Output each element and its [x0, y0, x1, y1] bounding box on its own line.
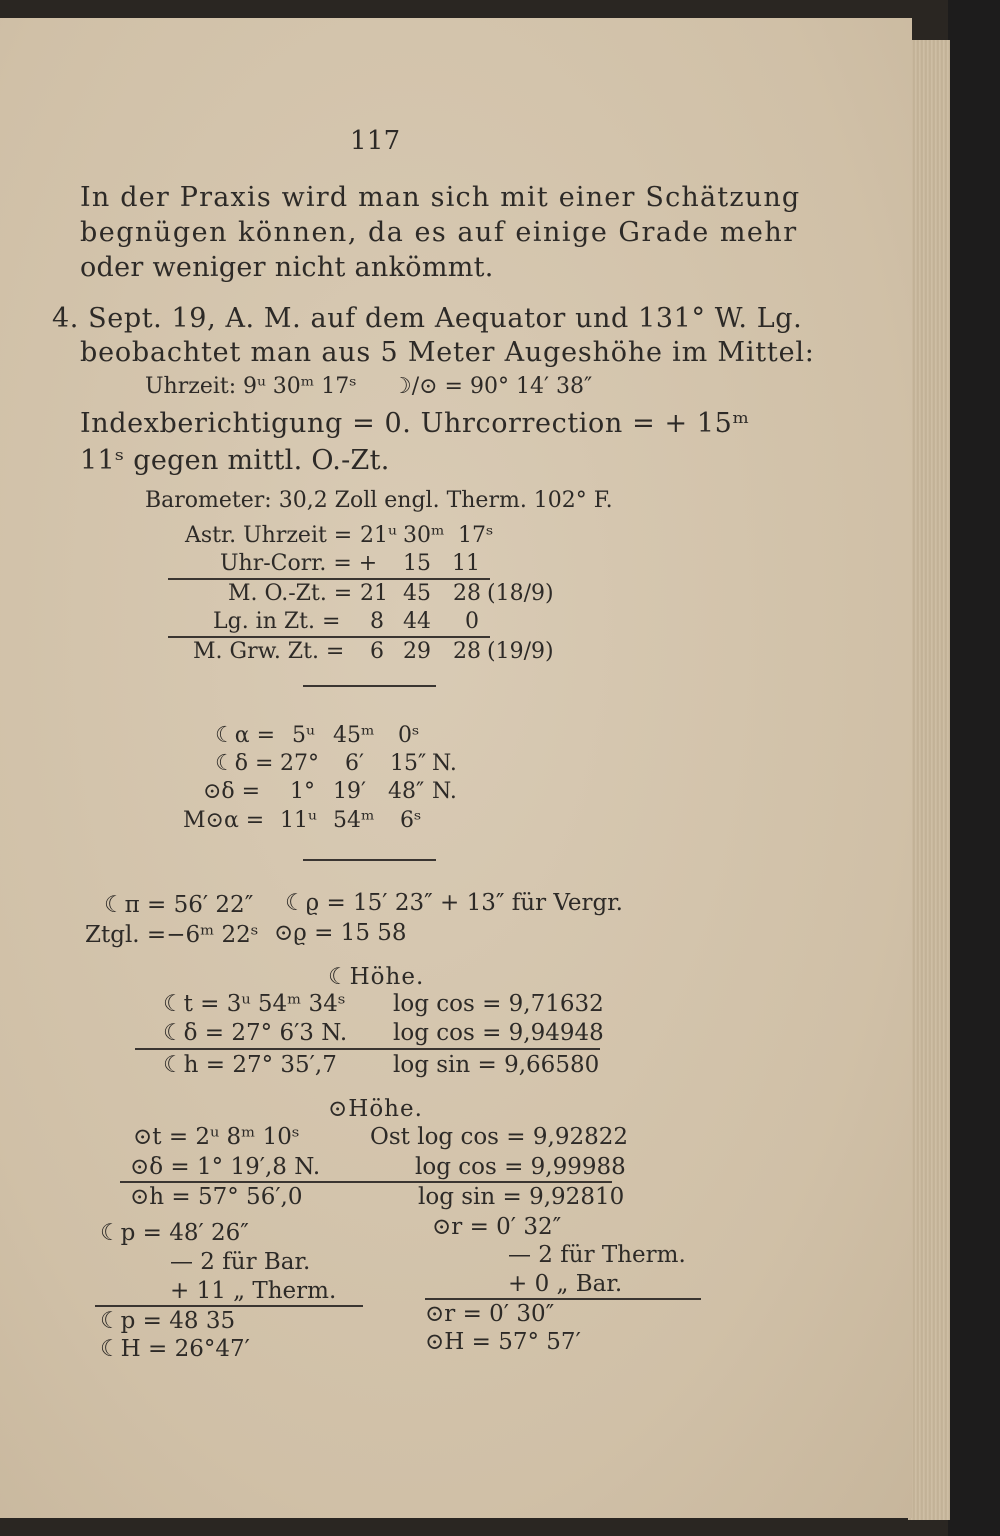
ephemeris-value: 45ᵐ: [333, 723, 375, 748]
sum-rule: [135, 1048, 600, 1050]
page-stack-edge: [908, 40, 950, 1520]
ephemeris-value: 19′: [333, 779, 366, 804]
correction-right: ⊙r = 0′ 30″: [425, 1301, 555, 1327]
correction-right: — 2 für Therm.: [508, 1242, 686, 1268]
ephemeris-label: M⊙α =: [183, 808, 265, 833]
equation-of-time: Ztgl. =−6ᵐ 22ˢ: [85, 922, 259, 948]
calc-right: log cos = 9,71632: [393, 991, 604, 1017]
sun-height-title: ⊙Höhe.: [328, 1096, 423, 1122]
calc-left: ☾δ = 27° 6′3 N.: [163, 1020, 348, 1046]
time-calc-label: Astr. Uhrzeit =: [185, 523, 353, 548]
problem-line: 4. Sept. 19, A. M. auf dem Aequator und 131° W. Lg.: [52, 303, 803, 334]
correction-left: + 11 „ Therm.: [170, 1278, 337, 1304]
ephemeris-value: 27°: [280, 751, 319, 776]
time-calc-label: M. O.-Zt. =: [228, 581, 353, 606]
calc-right: log sin = 9,92810: [418, 1184, 625, 1210]
ephemeris-value: 0ˢ: [398, 723, 420, 748]
time-calc-date: (18/9): [487, 581, 554, 606]
time-calc-hours: 8: [370, 609, 384, 634]
ephemeris-value: N.: [432, 779, 457, 804]
time-calc-minutes: 30ᵐ: [403, 523, 445, 548]
calc-right: Ost log cos = 9,92822: [370, 1124, 628, 1150]
time-calc-seconds: 17ˢ: [458, 523, 494, 548]
correction-right: ⊙H = 57° 57′: [425, 1329, 581, 1355]
sum-rule: [168, 636, 490, 638]
time-calc-minutes: 44: [403, 609, 431, 634]
ephemeris-value: 15″: [390, 751, 427, 776]
uhrzeit-label: Uhrzeit:: [145, 374, 237, 399]
correction-left: ☾p = 48′ 26″: [100, 1220, 249, 1246]
uhrzeit-value: 9ᵘ 30ᵐ 17ˢ: [243, 374, 357, 399]
time-calc-hours: 15: [403, 551, 431, 576]
time-calc-label: Uhr-Corr. = +: [220, 551, 378, 576]
correction-left: ☾p = 48 35: [100, 1308, 236, 1334]
calc-left: ⊙h = 57° 56′,0: [130, 1184, 303, 1210]
correction-right: ⊙r = 0′ 32″: [432, 1214, 562, 1240]
calc-right: log cos = 9,94948: [393, 1020, 604, 1046]
index-correction-cont: 11ˢ gegen mittl. O.-Zt.: [80, 445, 390, 476]
page-number: 117: [350, 126, 401, 156]
ephemeris-value: 6′: [345, 751, 364, 776]
intro-line: begnügen können, da es auf einige Grade mehr: [80, 217, 798, 248]
ephemeris-value: N.: [432, 751, 457, 776]
time-calc-seconds: 0: [465, 609, 479, 634]
ephemeris-value: 5ᵘ: [292, 723, 315, 748]
time-calc-label: M. Grw. Zt. =: [193, 639, 345, 664]
time-calc-minutes: 11: [452, 551, 480, 576]
time-calc-minutes: 45: [403, 581, 431, 606]
time-calc-hours: 21ᵘ: [360, 523, 397, 548]
book-cover-edge: [948, 0, 1000, 1536]
time-calc-minutes: 29: [403, 639, 431, 664]
calc-left: ⊙t = 2ᵘ 8ᵐ 10ˢ: [133, 1124, 300, 1150]
correction-left: ☾H = 26°47′: [100, 1336, 250, 1362]
book-page: [0, 18, 912, 1518]
sum-rule: [168, 578, 490, 580]
time-calc-hours: 21: [360, 581, 388, 606]
ephemeris-value: 6ˢ: [400, 808, 422, 833]
sum-rule: [425, 1298, 701, 1300]
lunar-distance: ☽/⊙ = 90° 14′ 38″: [392, 374, 593, 399]
section-divider: [303, 859, 436, 861]
moon-height-title: ☾Höhe.: [328, 964, 425, 990]
time-calc-seconds: 28: [453, 581, 481, 606]
calc-right: log sin = 9,66580: [393, 1052, 600, 1078]
barometer-line: Barometer: 30,2 Zoll engl. Therm. 102° F.: [145, 488, 613, 513]
time-calc-hours: 6: [370, 639, 384, 664]
intro-line: oder weniger nicht ankömmt.: [80, 252, 494, 283]
correction-right: + 0 „ Bar.: [508, 1271, 623, 1297]
ephemeris-value: 48″: [388, 779, 425, 804]
section-divider: [303, 685, 436, 687]
calc-right: log cos = 9,99988: [415, 1154, 626, 1180]
sun-semidiameter: ⊙ϱ = 15 58: [274, 920, 407, 946]
problem-line: beobachtet man aus 5 Meter Augeshöhe im Mittel:: [80, 337, 815, 368]
ephemeris-value: 1°: [290, 779, 315, 804]
ephemeris-value: 54ᵐ: [333, 808, 375, 833]
correction-left: — 2 für Bar.: [170, 1249, 311, 1275]
ephemeris-label: ☾α =: [215, 723, 276, 748]
calc-left: ☾h = 27° 35′,7: [163, 1052, 337, 1078]
ephemeris-label: ☾δ =: [215, 751, 274, 776]
intro-line: In der Praxis wird man sich mit einer Schätzung: [80, 182, 801, 213]
sum-rule: [120, 1181, 612, 1183]
moon-semidiameter: ☾ϱ = 15′ 23″ + 13″ für Vergr.: [285, 890, 623, 916]
ephemeris-value: 11ᵘ: [280, 808, 317, 833]
time-calc-seconds: 28: [453, 639, 481, 664]
time-calc-label: Lg. in Zt. =: [213, 609, 341, 634]
calc-left: ☾t = 3ᵘ 54ᵐ 34ˢ: [163, 991, 346, 1017]
sum-rule: [95, 1305, 363, 1307]
ephemeris-label: ⊙δ =: [203, 779, 261, 804]
moon-parallax: ☾π = 56′ 22″: [104, 892, 254, 918]
index-correction-line: Indexberichtigung = 0. Uhrcorrection = + 15ᵐ: [80, 408, 750, 439]
calc-left: ⊙δ = 1° 19′,8 N.: [130, 1154, 321, 1180]
time-calc-date: (19/9): [487, 639, 554, 664]
